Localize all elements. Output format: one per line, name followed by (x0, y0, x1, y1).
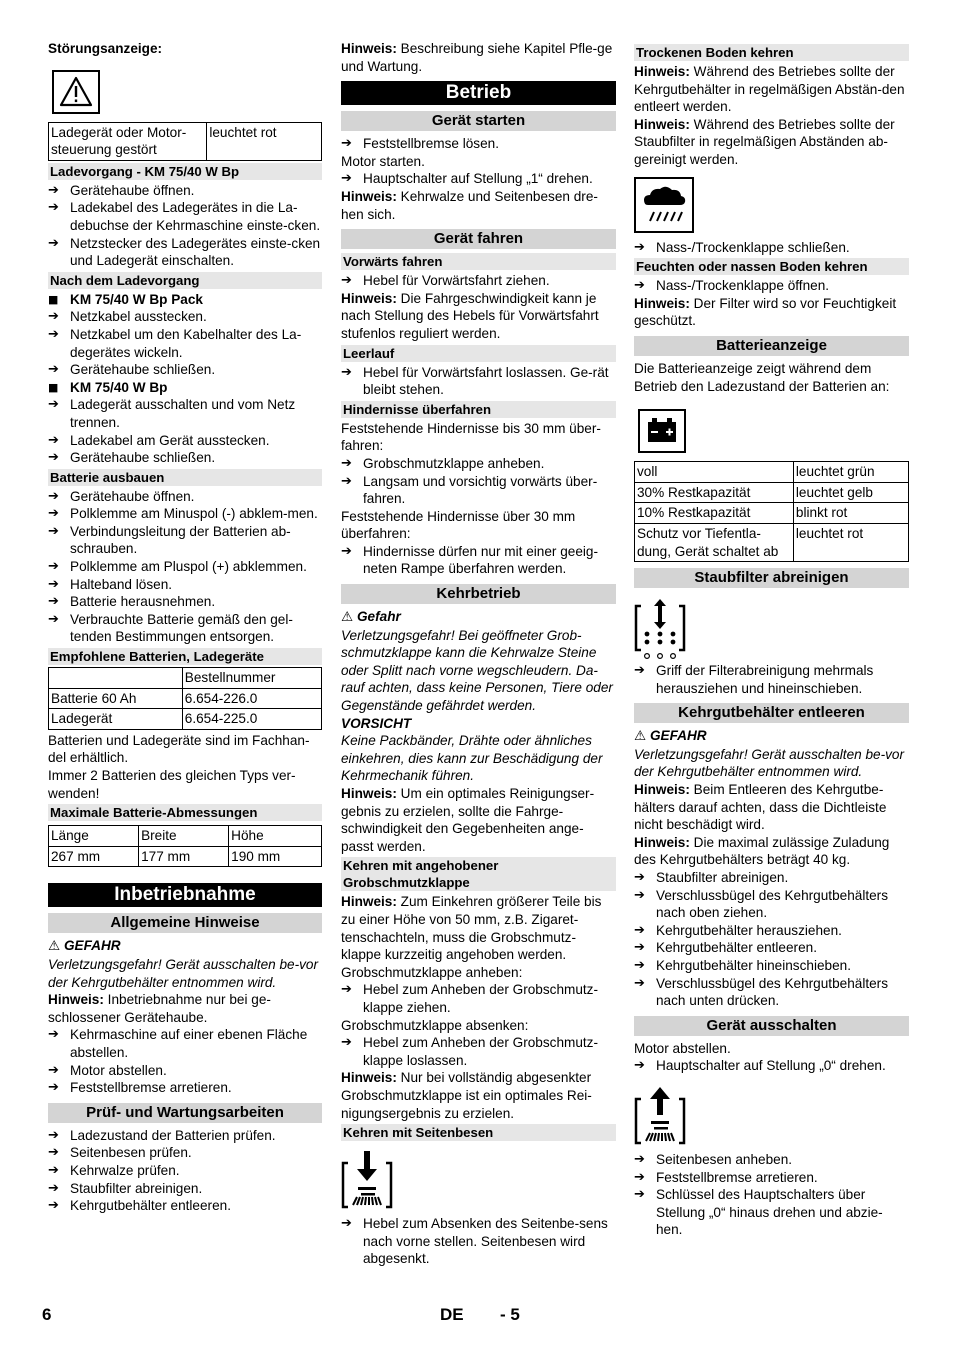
warning-triangle-icon: ⚠ (341, 609, 354, 626)
list-item: ➔ Seitenbesen prüfen. (48, 1144, 322, 1162)
list-item: ➔ Seitenbesen anheben. (634, 1151, 909, 1169)
gefahr-text: Verletzungsgefahr! Gerät ausschalten be-vor der Kehrgutbehälter entnommen wird. (48, 956, 319, 990)
list-item: ➔ Feststellbremse arretieren. (48, 1079, 322, 1097)
pruef-wartung-heading: Prüf- und Wartungsarbeiten (48, 1103, 322, 1123)
hinweis-text: Der Filter wird so vor Feuchtigkeit geschützt. (634, 295, 897, 329)
hinweis-label: Hinweis: (341, 1070, 397, 1086)
kehrgut-steps (634, 869, 909, 1010)
list-item: ➔ Hebel zum Absenken des Seitenbe-sens nach vorne stellen. Seitenbesen wird abgesenkt. (341, 1215, 616, 1268)
list-item: ➔ Hebel für Vorwärtsfahrt loslassen. Ge-rät bleibt stehen. (341, 364, 616, 399)
list-item: ➔ Ladegerät ausschalten und vom Netz trennen. (48, 396, 322, 431)
table-cell: Bestellnummer (182, 668, 321, 689)
hinweis-label: Hinweis: (341, 786, 397, 801)
hinweis-paragraph (341, 188, 616, 223)
vorsicht-text: Keine Packbänder, Drähte oder ähnliches einkehren, dies kann zur Beschädigung der Kehrmechanik führen. (341, 733, 603, 784)
hinweis-paragraph (634, 116, 909, 169)
hinweis-text: Die maximal zulässige Zuladung des Kehrgutbehälters beträgt 40 kg. (634, 834, 890, 868)
batterieanzeige-table (634, 461, 909, 562)
list-item: ➔ Kehrgutbehälter entleeren. (634, 939, 909, 957)
hinweis-label: Hinweis: (634, 834, 690, 850)
hinweis-paragraph (634, 834, 909, 869)
hinweis-paragraph (341, 1069, 616, 1122)
hinweis-label: Hinweis: (634, 116, 690, 132)
table-cell: leuchtet grün (793, 462, 908, 483)
list-item: ➔ Gerätehaube öffnen. (48, 488, 322, 506)
list-item: ➔ Gerätehaube schließen. (48, 361, 322, 379)
nach-ladevorgang-heading: Nach dem Ladevorgang (48, 272, 322, 289)
empfohlene-table (48, 667, 322, 730)
inbetriebnahme-title: Inbetriebnahme (48, 883, 322, 907)
column-2 (341, 40, 616, 1268)
table-cell: 6.654-226.0 (182, 688, 321, 709)
table-cell: Ladegerät (49, 709, 183, 730)
batterieanzeige-heading: Batterieanzeige (634, 336, 909, 356)
list-item: ➔ Feststellbremse lösen. (341, 135, 616, 153)
hinweis-paragraph (341, 290, 616, 343)
batterieanzeige-text: Die Batterieanzeige zeigt während dem Betrieb den Ladezustand der Batterien an: (634, 360, 890, 394)
list-item: ➔ Hauptschalter auf Stellung „1“ drehen. (341, 170, 616, 188)
geraet-starten-heading: Gerät starten (341, 111, 616, 131)
ladevorgang-heading: Ladevorgang - KM 75/40 W Bp (48, 163, 322, 180)
hinweis-text: Beim Entleeren des Kehrgutbe-hälters darauf achten, dass die Dichtleiste nicht beschädigt wird. (634, 782, 887, 833)
hinweis-text: Die Fahrgeschwindigkeit kann je nach Stellung des Hebels für Vorwärtsfahrt stufenlos reguliert werden. (341, 290, 599, 341)
list-item: ➔ Nass-/Trockenklappe öffnen. (634, 277, 909, 295)
hinweis-paragraph (341, 40, 616, 75)
gefahr-label: GEFAHR (649, 728, 707, 744)
table-row (635, 462, 909, 483)
list-item: ➔ Hebel zum Anheben der Grobschmutz-klappe ziehen. (341, 981, 616, 1016)
table-cell: Schutz vor Tiefentla-dung, Gerät schaltet ab (635, 523, 794, 561)
batterie-steps (48, 488, 322, 646)
nassen-boden-heading: Feuchten oder nassen Boden kehren (634, 258, 909, 275)
list-item: ➔ Hebel für Vorwärtsfahrt ziehen. (341, 272, 616, 290)
language-code: DE (440, 1305, 464, 1324)
table-row (49, 122, 322, 160)
hind-text-2: Feststehende Hindernisse über 30 mm überfahren: (341, 508, 576, 542)
batterie-ausbauen-heading: Batterie ausbauen (48, 469, 322, 486)
list-item: ➔ Gerätehaube öffnen. (48, 182, 322, 200)
table-cell: 6.654-225.0 (182, 709, 321, 730)
hinweis-label: Hinweis: (341, 290, 397, 306)
list-item: ➔ Polklemme am Minuspol (-) abklem-men. (48, 505, 322, 523)
warning-icon (52, 70, 100, 114)
list-item: ➔ Griff der Filterabreinigung mehrmals herausziehen und hineinschieben. (634, 662, 909, 697)
table-cell: leuchtet rot (793, 523, 908, 561)
hinweis-label: Hinweis: (341, 188, 397, 204)
hinweis-paragraph (48, 991, 322, 1026)
table-cell: Länge (49, 826, 139, 847)
list-item: ➔ Ladezustand der Batterien prüfen. (48, 1127, 322, 1145)
list-item: ➔ Halteband lösen. (48, 576, 322, 594)
list-item: ➔ Ladekabel am Gerät ausstecken. (48, 432, 322, 450)
ausschalten-steps (634, 1151, 909, 1239)
table-cell (49, 668, 183, 689)
list-item: ➔ Gerätehaube schließen. (48, 449, 322, 467)
hinweis-label: Hinweis: (48, 992, 104, 1008)
list-item: ➔ Netzstecker des Ladegerätes einste-cken und Ladegerät einschalten. (48, 235, 322, 270)
column-3 (634, 44, 909, 1239)
page-number-left: 6 (42, 1305, 52, 1324)
list-item: ➔ Motor abstellen. (48, 1062, 322, 1080)
list-item: ➔ Kehrgutbehälter entleeren. (48, 1197, 322, 1215)
kehrbetrieb-heading: Kehrbetrieb (341, 584, 616, 604)
hinweis-text: Während des Betriebes sollte der Kehrgutbehälter in regelmäßigen Abstän-den entleert werden. (634, 64, 905, 115)
allgemeine-steps (48, 1026, 322, 1096)
max-abmessungen-table (48, 825, 322, 867)
staubfilter-heading: Staubfilter abreinigen (634, 568, 909, 588)
gefahr-text: Verletzungsgefahr! Bei geöffneter Grob-schmutzklappe kann die Kehrwalze Steine oder Splitt nach vorne wegschleudern. Da-rauf achten, dass keine Personen, Tiere oder Gegenstände gefährdet werden. (341, 627, 613, 714)
wbp-steps (48, 396, 322, 466)
list-item: ➔ Netzkabel ausstecken. (48, 308, 322, 326)
empfohlene-batterien-heading: Empfohlene Batterien, Ladegeräte (48, 648, 322, 665)
vorwaerts-heading: Vorwärts fahren (341, 253, 616, 270)
table-cell: Ladegerät oder Motor-steuerung gestört (49, 122, 207, 160)
stoerung-table (48, 122, 322, 161)
list-item: ➔ Verbrauchte Batterie gemäß den gel-tenden Bestimmungen entsorgen. (48, 611, 322, 646)
list-item: ➔ Feststellbremse arretieren. (634, 1169, 909, 1187)
angehobene-klappe-heading: Kehren mit angehobener Grobschmutzklappe (341, 857, 616, 891)
table-row (49, 668, 322, 689)
hinweis-text: Inbetriebnahme nur bei ge-schlossener Gerätehaube. (48, 992, 271, 1025)
list-item: ➔ Batterie herausnehmen. (48, 593, 322, 611)
table-row (49, 826, 322, 847)
warning-triangle-icon: ⚠ (634, 728, 647, 745)
table-row (49, 688, 322, 709)
page-number-right: - 5 (500, 1305, 520, 1324)
betrieb-title: Betrieb (341, 81, 616, 105)
anheben-text: Grobschmutzklappe anheben: (341, 964, 523, 980)
hinweis-text: Beschreibung siehe Kapitel Pfle-ge und Wartung. (341, 41, 613, 74)
list-item: ➔ Langsam und vorsichtig vorwärts über-fahren. (341, 473, 616, 508)
table-row (635, 482, 909, 503)
rain-cloud-icon (634, 177, 694, 233)
seitenbesen-heading: Kehren mit Seitenbesen (341, 1124, 616, 1141)
list-item: ➔ Hindernisse dürfen nur mit einer geeig-neten Rampe überfahren werden. (341, 543, 616, 578)
table-cell: 190 mm (229, 846, 322, 867)
hinweis-label: Hinweis: (634, 782, 690, 798)
list-item: ➔ Polklemme am Pluspol (+) abklemmen. (48, 558, 322, 576)
table-cell: leuchtet rot (207, 122, 322, 160)
warning-triangle-icon: ⚠ (48, 938, 61, 955)
hinweis-paragraph (341, 785, 616, 855)
battery-icon (638, 409, 686, 453)
hinweis-label: Hinweis: (634, 295, 690, 311)
list-item: ➔ Grobschmutzklappe anheben. (341, 455, 616, 473)
list-item: ➔ Schlüssel des Hauptschalters über Stellung „0“ hinaus drehen und abzie-hen. (634, 1186, 909, 1239)
hinweis-label: Hinweis: (634, 64, 690, 79)
trockenen-boden-heading: Trockenen Boden kehren (634, 44, 909, 61)
stoerungsanzeige-title: Störungsanzeige: (48, 41, 163, 56)
list-item: ➔ Kehrwalze prüfen. (48, 1162, 322, 1180)
hinweis-paragraph (634, 63, 909, 116)
hinweis-text: Um ein optimales Reinigungser-gebnis zu erzielen, sollte die Fahrge-schwindigkeit den Gegebenheiten ange-passt werden. (341, 786, 595, 854)
hinweis-text: Zum Einkehren größerer Teile bis zu einer Höhe von 50 mm, z.B. Zigaret-tenschachteln, muss die Grobschmutz-klappe kurzzeitig angehoben werden. (341, 894, 602, 963)
list-item: ➔ Verschlussbügel des Kehrgutbehälters nach oben ziehen. (634, 887, 909, 922)
hinweis-paragraph (341, 893, 616, 963)
list-item: ➔ Hebel zum Anheben der Grobschmutz-klappe loslassen. (341, 1034, 616, 1069)
max-abmessungen-heading: Maximale Batterie-Abmessungen (48, 804, 322, 821)
allgemeine-hinweise-heading: Allgemeine Hinweise (48, 913, 322, 933)
kehrgutbehaelter-heading: Kehrgutbehälter entleeren (634, 703, 909, 723)
table-row (49, 846, 322, 867)
list-item: ➔ Hauptschalter auf Stellung „0“ drehen. (634, 1057, 909, 1075)
hinweis-label: Hinweis: (341, 41, 397, 56)
geraet-fahren-heading: Gerät fahren (341, 229, 616, 249)
hinweis-text: Nur bei vollständig abgesenkter Grobschmutzklappe ist ein optimales Rei-nigungsergebnis zu erzielen. (341, 1070, 592, 1121)
hinweis-paragraph (634, 295, 909, 330)
list-item: ➔ Nass-/Trockenklappe schließen. (634, 239, 909, 257)
motor-starten-text: Motor starten. (341, 153, 425, 169)
filter-cleaning-icon (634, 598, 686, 660)
hinweis-label: Hinweis: (341, 894, 397, 910)
bullet-km-wbp: ■ KM 75/40 W Bp (48, 379, 322, 397)
table-cell: 30% Restkapazität (635, 482, 794, 503)
table-row (49, 709, 322, 730)
table-row (635, 503, 909, 524)
list-item: ➔ Ladekabel des Ladegerätes in die La-debuchse der Kehrmaschine einste-cken. (48, 199, 322, 234)
table-cell: 177 mm (139, 846, 229, 867)
hinweis-text: Kehrwalze und Seitenbesen dre-hen sich. (341, 188, 598, 222)
table-cell: Breite (139, 826, 229, 847)
bullet-km-pack: ■ KM 75/40 W Bp Pack (48, 291, 322, 309)
empf-text-2: Immer 2 Batterien des gleichen Typs ver-wenden! (48, 768, 296, 801)
gefahr-label: Gefahr (356, 609, 401, 625)
gefahr-text: Verletzungsgefahr! Gerät ausschalten be-vor der Kehrgutbehälter entnommen wird. (634, 746, 905, 780)
side-brush-raise-icon (634, 1085, 686, 1147)
side-brush-lower-icon (341, 1149, 393, 1211)
table-cell: blinkt rot (793, 503, 908, 524)
table-cell: Batterie 60 Ah (49, 688, 183, 709)
absenken-text: Grobschmutzklappe absenken: (341, 1017, 529, 1033)
table-cell: 267 mm (49, 846, 139, 867)
hind-text-1: Feststehende Hindernisse bis 30 mm über-fahren: (341, 420, 601, 454)
ladevorgang-steps (48, 182, 322, 270)
geraet-ausschalten-heading: Gerät ausschalten (634, 1016, 909, 1036)
vorsicht-label: VORSICHT (341, 715, 412, 731)
hinweis-text: Während des Betriebes sollte der Staubfilter in regelmäßigen Abständen ab-gereinigt werden. (634, 116, 895, 167)
table-cell: Höhe (229, 826, 322, 847)
column-1 (48, 40, 322, 1215)
table-cell: voll (635, 462, 794, 483)
pruef-steps (48, 1127, 322, 1215)
table-cell: 10% Restkapazität (635, 503, 794, 524)
motor-abstellen-text: Motor abstellen. (634, 1040, 731, 1056)
list-item: ➔ Staubfilter abreinigen. (634, 869, 909, 887)
list-item: ➔ Verschlussbügel des Kehrgutbehälters nach unten drücken. (634, 975, 909, 1010)
list-item: ➔ Kehrgutbehälter hineinschieben. (634, 957, 909, 975)
hindernisse-heading: Hindernisse überfahren (341, 401, 616, 418)
table-row (635, 523, 909, 561)
list-item: ➔ Verbindungsleitung der Batterien ab-schrauben. (48, 523, 322, 558)
list-item: ➔ Kehrgutbehälter herausziehen. (634, 922, 909, 940)
pack-steps (48, 308, 322, 378)
empf-text-1: Batterien und Ladegeräte sind im Fachhan-del erhältlich. (48, 732, 310, 766)
hinweis-paragraph (634, 781, 909, 834)
list-item: ➔ Netzkabel um den Kabelhalter des La-degerätes wickeln. (48, 326, 322, 361)
leerlauf-heading: Leerlauf (341, 345, 616, 362)
list-item: ➔ Kehrmaschine auf einer ebenen Fläche abstellen. (48, 1026, 322, 1061)
table-cell: leuchtet gelb (793, 482, 908, 503)
gefahr-label: GEFAHR (63, 938, 121, 954)
list-item: ➔ Staubfilter abreinigen. (48, 1180, 322, 1198)
